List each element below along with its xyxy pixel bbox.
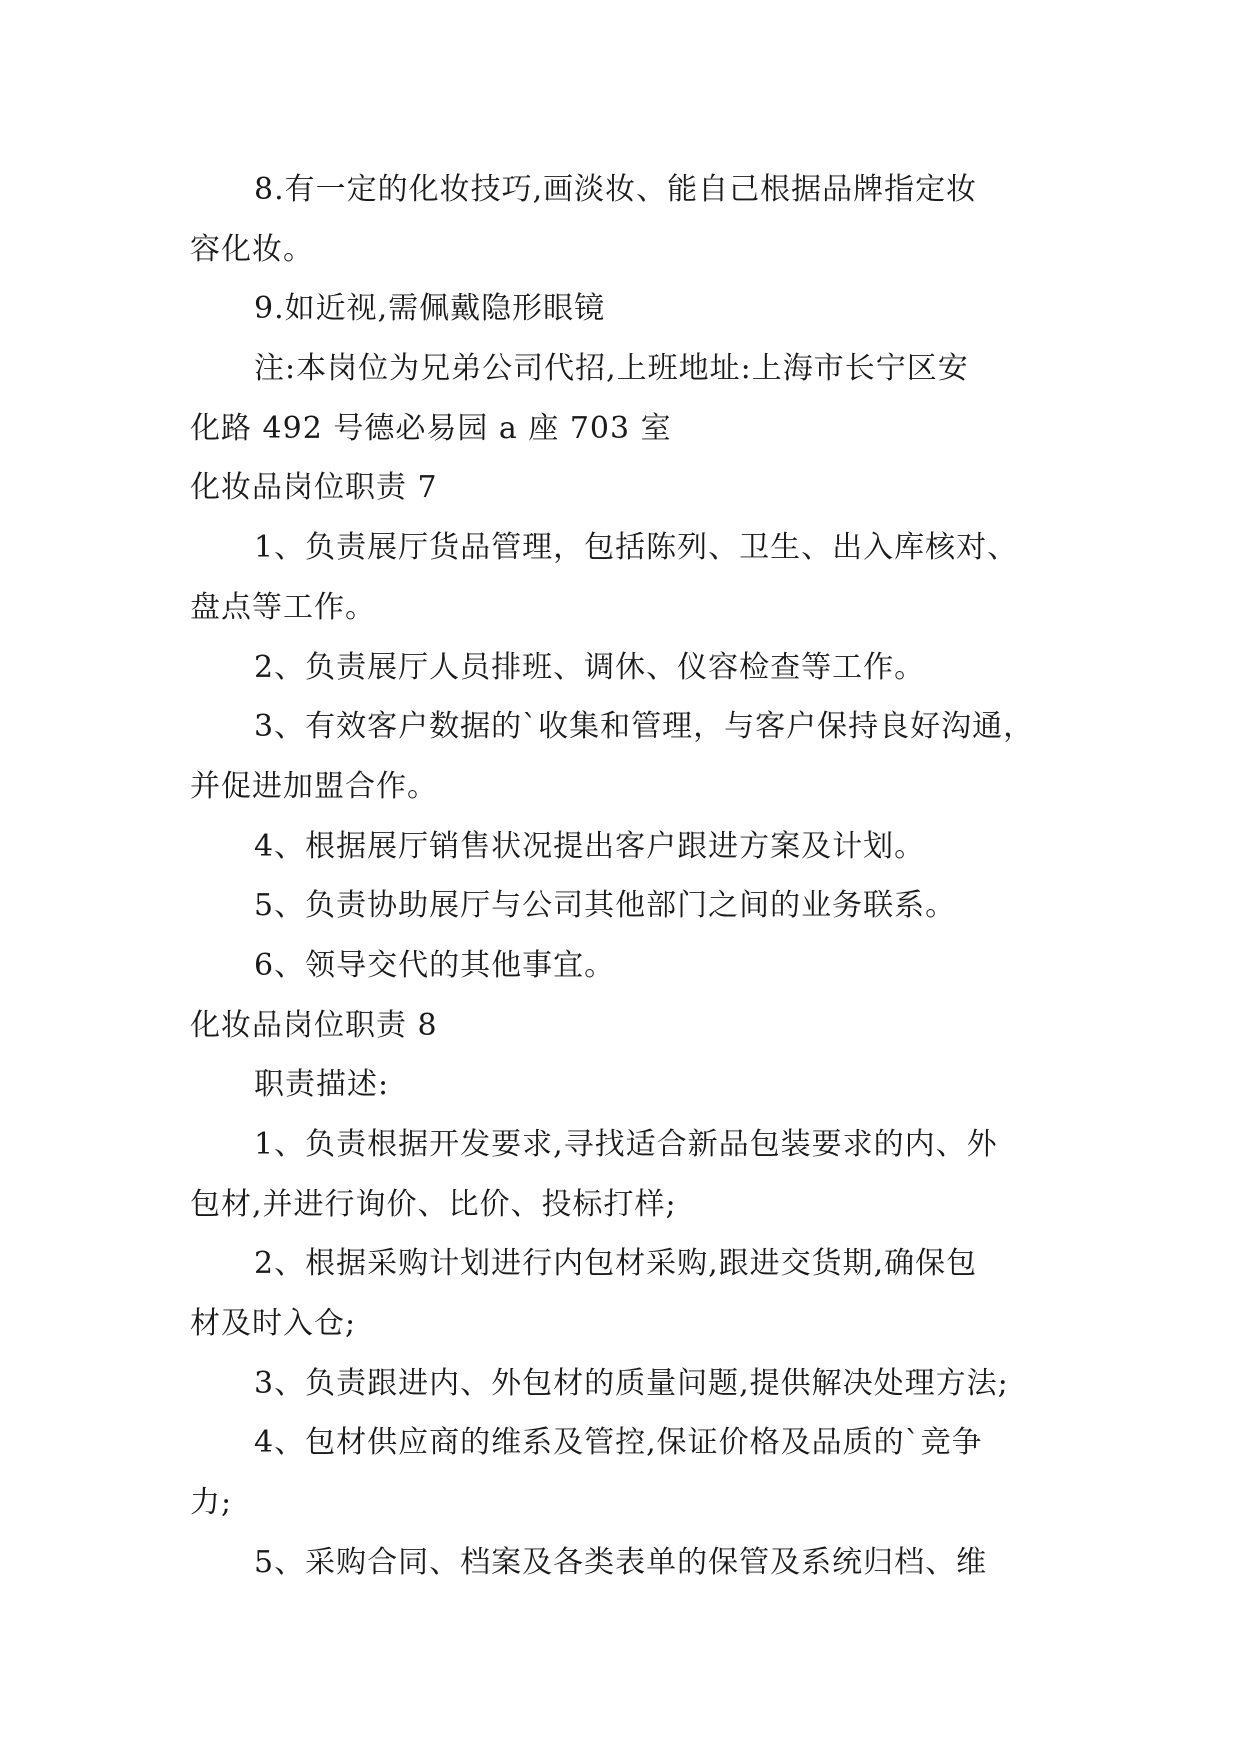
section-heading: 化妆品岗位职责 7	[190, 470, 438, 506]
paragraph-line: 5、负责协助展厅与公司其他部门之间的业务联系。	[254, 888, 957, 924]
paragraph-line: 5、采购合同、档案及各类表单的保管及系统归档、维	[254, 1544, 988, 1580]
paragraph-line: 1、负责根据开发要求,寻找适合新品包装要求的内、外	[254, 1127, 998, 1162]
section-heading: 化妆品岗位职责 8	[190, 1007, 438, 1043]
paragraph-line: 2、根据采购计划进行内包材采购,跟进交货期,确保包	[254, 1246, 978, 1282]
paragraph-line: 3、有效客户数据的`收集和管理，与客户保持良好沟通，	[254, 709, 1035, 745]
document-body	[190, 160, 1070, 1593]
paragraph-line: 力;	[190, 1485, 233, 1521]
paragraph-line: 2、负责展厅人员排班、调休、仪容检查等工作。	[254, 649, 926, 685]
paragraph-line: 6、领导交代的其他事宜。	[254, 947, 616, 983]
paragraph-line: 化路 492 号德必易园 a 座 703 室	[190, 410, 672, 446]
paragraph-line: 包材,并进行询价、比价、投标打样;	[190, 1186, 677, 1222]
paragraph-line: 9.如近视,需佩戴隐形眼镜	[254, 291, 606, 327]
paragraph-line: 并促进加盟合作。	[190, 768, 438, 804]
paragraph-line: 材及时入仓;	[190, 1306, 357, 1342]
paragraph-line: 8.有一定的化妆技巧,画淡妆、能自己根据品牌指定妆	[254, 172, 978, 207]
paragraph-line: 容化妆。	[190, 231, 314, 267]
paragraph-line: 盘点等工作。	[190, 589, 376, 625]
paragraph-line: 4、包材供应商的维系及管控,保证价格及品质的`竞争	[254, 1425, 983, 1461]
paragraph-line: 3、负责跟进内、外包材的质量问题,提供解决处理方法;	[254, 1365, 1009, 1401]
paragraph-line: 职责描述:	[254, 1067, 390, 1103]
paragraph-line: 1、负责展厅货品管理，包括陈列、卫生、出入库核对、	[254, 530, 1019, 566]
paragraph-line: 4、根据展厅销售状况提出客户跟进方案及计划。	[254, 828, 926, 864]
paragraph-line: 注:本岗位为兄弟公司代招,上班地址:上海市长宁区安	[254, 351, 969, 387]
